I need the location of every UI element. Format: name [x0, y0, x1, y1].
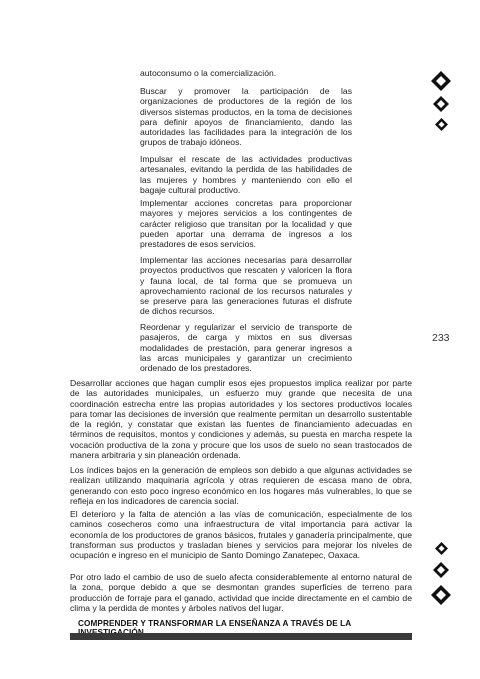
diamond-medium-icon	[432, 561, 450, 579]
paragraph-transporte: Reordenar y regularizar el servicio de transporte de pasajeros, de carga y mixtos en sus diversas modalidades de prestación, para generar ingresos a las arcas municipales y garantizar un crecimiento ordenado de los prestadores.	[140, 322, 352, 374]
paragraph-caminos: El deterioro y la falta de atención a las vías de comunicación, especialmente de los caminos cosecheros como una infraestructura de vital importancia para activar la economía de los productores de granos básicos, frutales y ganadería principalmente, que transforman sus productos y trasladan bienes y servicios para mejorar los niveles de ocupación e ingreso en el municipio de Santo Domingo Zanatepec, Oaxaca.	[70, 509, 412, 561]
diamond-large-icon	[430, 70, 452, 92]
footer-bar	[70, 633, 412, 640]
diamond-small-icon	[434, 117, 449, 132]
paragraph-autoconsumo: autoconsumo o la comercialización.	[140, 68, 277, 78]
paragraph-acciones: Desarrollar acciones que hagan cumplir esos ejes propuestos implica realizar por parte de las autoridades municipales, un esfuerzo muy grande que necesita de una coordinación estrecha entre las propias autoridades y los sectores productivos locales para tomar las decisiones de inversión que realmente permitan un desarrollo sustentable de la región, y constatar que existan las fuentes de financiamiento adecuadas en términos de requisitos, montos y condiciones y además, su puesta en marcha respete la vocación productiva de la zona y procure que los usos de suelo no sean trastocados de manera arbitraria y sin planeación ordenada.	[70, 378, 412, 461]
paragraph-uso-suelo: Por otro lado el cambio de uso de suelo afecta considerablemente al entorno natural de la zona, porque debido a que se desmontan grandes superficies de terreno para producción de forraje para el ganado, actividad que incide directamente en el cambio de clima y la perdida de montes y árboles nativos del lugar.	[70, 572, 412, 613]
paragraph-empleos: Los índices bajos en la generación de empleos son debido a que algunas actividades se realizan utilizando maquinaria agrícola y otras requieren de escasa mano de obra, generando con esto poco ingreso económico en los hogares más vulnerables, lo que se refleja en los indicadores de carencia social.	[70, 465, 412, 506]
paragraph-artesanales: Impulsar el rescate de las actividades productivas artesanales, evitando la perdida de las habilidades de las mujeres y hombres y manteniendo con ello el bagaje cultural productivo.	[140, 154, 352, 195]
paragraph-organizaciones: Buscar y promover la participación de las organizaciones de productores de la región de los diversos sistemas productos, en la toma de decisiones para definir apoyos de financiamiento, dando las autoridades las facilidades para la integración de los grupos de trabajo idóneos.	[140, 86, 352, 148]
diamond-medium-icon	[432, 95, 450, 113]
paragraph-servicios-religiosos: Implementar acciones concretas para proporcionar mayores y mejores servicios a los contingentes de carácter religioso que transitan por la localidad y que pueden aportar una derrama de ingresos a los prestadores de esos servicios.	[140, 198, 352, 250]
footer-title: COMPRENDER Y TRANSFORMAR LA ENSEÑANZA A TRAVÉS DE LA	[78, 619, 351, 628]
page-number: 233	[432, 332, 450, 344]
diamond-large-icon	[430, 584, 452, 606]
paragraph-flora-fauna: Implementar las acciones necesarias para desarrollar proyectos productivos que rescaten y valoricen la flora y fauna local, de tal forma que se promueva un aprovechamiento racional de los recursos naturales y se preserve para las generaciones futuras el disfrute de dichos recursos.	[140, 255, 352, 317]
diamond-small-icon	[434, 541, 449, 556]
